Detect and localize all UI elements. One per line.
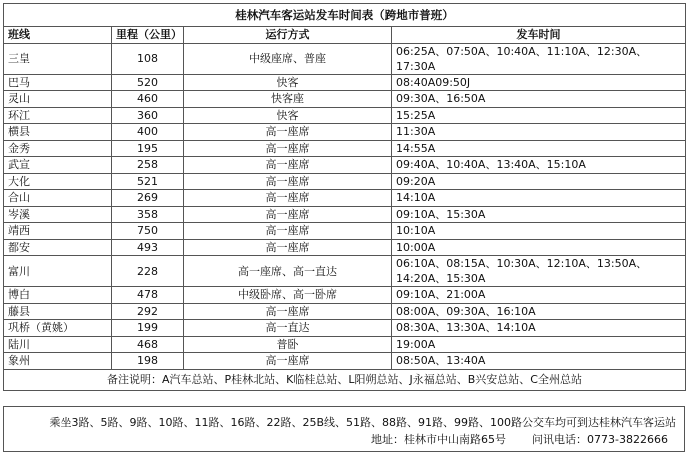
times-cell: 06:25A、07:50A、10:40A、11:10A、12:30A、17:30A [392,43,686,74]
table-row [4,256,686,287]
distance-cell: 269 [112,190,184,207]
times-cell: 09:10A、21:00A [392,287,686,304]
schedule-table [3,3,686,391]
mode-cell: 高一座席 [184,303,392,320]
route-cell: 富川 [4,256,112,287]
mode-cell: 高一座席 [184,223,392,240]
phone-text: 问讯电话：0773-3822666 [532,433,668,446]
table-row [4,157,686,174]
times-cell: 09:40A、10:40A、13:40A、15:10A [392,157,686,174]
distance-cell: 195 [112,140,184,157]
mode-cell: 高一座席 [184,190,392,207]
distance-cell: 750 [112,223,184,240]
mode-cell: 普卧 [184,336,392,353]
mode-cell: 高一座席、高一直达 [184,256,392,287]
distance-cell: 258 [112,157,184,174]
route-cell: 灵山 [4,91,112,108]
table-row [4,206,686,223]
mode-cell: 高一座席 [184,173,392,190]
distance-cell: 199 [112,320,184,337]
mode-cell: 高一直达 [184,320,392,337]
header-row [4,27,686,44]
mode-cell: 高一座席 [184,157,392,174]
route-cell: 环江 [4,107,112,124]
times-cell: 19:00A [392,336,686,353]
page-title: 桂林汽车客运站发车时间表（跨地市普班） [4,4,686,27]
times-cell: 10:00A [392,239,686,256]
mode-cell: 快客 [184,107,392,124]
route-cell: 三皇 [4,43,112,74]
times-cell: 11:30A [392,124,686,141]
distance-cell: 360 [112,107,184,124]
distance-cell: 358 [112,206,184,223]
distance-cell: 520 [112,74,184,91]
title-row [4,4,686,27]
schedule-sheet [3,3,685,391]
table-row [4,353,686,370]
times-cell: 09:10A、15:30A [392,206,686,223]
distance-cell: 493 [112,239,184,256]
distance-cell: 228 [112,256,184,287]
note-text: 备注说明：A汽车总站、P桂林北站、K临桂总站、L阳朔总站、J永福总站、B兴安总站、C全州总站 [4,369,686,390]
header-route: 班线 [4,27,112,44]
times-cell: 06:10A、08:15A、10:30A、12:10A、13:50A、14:20A、15:30A [392,256,686,287]
distance-cell: 108 [112,43,184,74]
mode-cell: 高一座席 [184,206,392,223]
table-row [4,91,686,108]
route-cell: 巩桥（黄姚） [4,320,112,337]
table-row [4,223,686,240]
route-cell: 陆川 [4,336,112,353]
route-cell: 藤县 [4,303,112,320]
header-distance: 里程（公里） [112,27,184,44]
address-text: 地址：桂林市中山南路65号 [371,433,507,446]
times-cell: 15:25A [392,107,686,124]
contact-line [4,431,684,451]
route-cell: 巴马 [4,74,112,91]
table-row [4,190,686,207]
mode-cell: 快客 [184,74,392,91]
table-row [4,43,686,74]
route-cell: 象州 [4,353,112,370]
table-row [4,140,686,157]
times-cell: 09:30A、16:50A [392,91,686,108]
distance-cell: 468 [112,336,184,353]
distance-cell: 460 [112,91,184,108]
table-row [4,320,686,337]
mode-cell: 高一座席 [184,239,392,256]
table-row [4,287,686,304]
table-row [4,239,686,256]
times-cell: 14:55A [392,140,686,157]
route-cell: 都安 [4,239,112,256]
table-row [4,336,686,353]
table-row [4,124,686,141]
mode-cell: 高一座席 [184,353,392,370]
header-times: 发车时间 [392,27,686,44]
header-mode: 运行方式 [184,27,392,44]
note-row [4,369,686,390]
times-cell: 09:20A [392,173,686,190]
distance-cell: 198 [112,353,184,370]
table-row [4,107,686,124]
route-cell: 岑溪 [4,206,112,223]
footer-box [3,406,685,452]
times-cell: 10:10A [392,223,686,240]
table-row [4,303,686,320]
times-cell: 08:30A、13:30A、14:10A [392,320,686,337]
mode-cell: 高一座席 [184,140,392,157]
mode-cell: 高一座席 [184,124,392,141]
times-cell: 08:00A、09:30A、16:10A [392,303,686,320]
mode-cell: 中级卧席、高一卧席 [184,287,392,304]
table-row [4,173,686,190]
times-cell: 08:40A09:50J [392,74,686,91]
route-cell: 武宣 [4,157,112,174]
table-row [4,74,686,91]
mode-cell: 快客座 [184,91,392,108]
mode-cell: 中级座席、普座 [184,43,392,74]
distance-cell: 521 [112,173,184,190]
route-cell: 靖西 [4,223,112,240]
route-cell: 博白 [4,287,112,304]
route-cell: 横县 [4,124,112,141]
bus-lines-text: 乘坐3路、5路、9路、10路、11路、16路、22路、25B线、51路、88路、91路、99路、100路公交车均可到达桂林汽车客运站 [49,416,676,429]
route-cell: 金秀 [4,140,112,157]
times-cell: 08:50A、13:40A [392,353,686,370]
route-cell: 合山 [4,190,112,207]
distance-cell: 478 [112,287,184,304]
distance-cell: 400 [112,124,184,141]
times-cell: 14:10A [392,190,686,207]
route-cell: 大化 [4,173,112,190]
distance-cell: 292 [112,303,184,320]
